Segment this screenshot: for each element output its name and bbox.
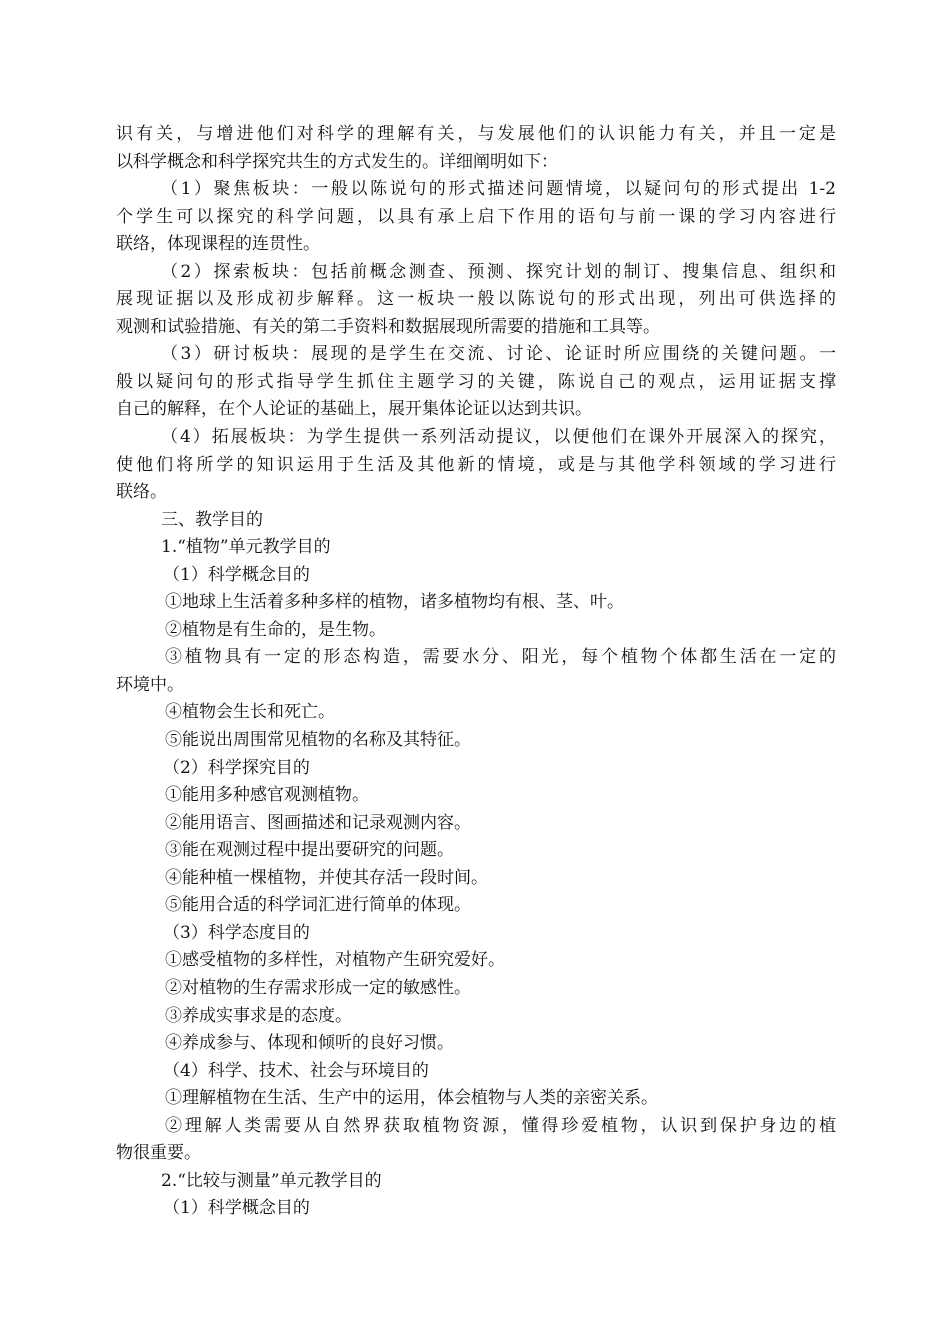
text-line: （1）科学概念目的 <box>163 564 310 585</box>
text-line: （3）科学态度目的 <box>163 922 310 943</box>
text-line: 三、教学目的 <box>161 509 263 530</box>
text-line: ⑤能用合适的科学词汇进行简单的体现。 <box>165 895 471 916</box>
text-line: 2.“比较与测量”单元教学目的 <box>161 1170 382 1191</box>
text-line: ④养成参与、体现和倾听的良好习惯。 <box>165 1033 454 1054</box>
text-line: ③植物具有一定的形态构造，需要水分、阳光，每个植物个体都生活在一定的 <box>165 647 836 668</box>
text-line: 展现证据以及形成初步解释。这一板块一般以陈说句的形式出现，列出可供选择的 <box>116 289 836 310</box>
text-line: （2）科学探究目的 <box>163 757 310 778</box>
text-line: 使他们将所学的知识运用于生活及其他新的情境，或是与其他学科领域的学习进行 <box>116 454 836 475</box>
text-line: 物很重要。 <box>116 1143 201 1164</box>
text-line: （4）拓展板块：为学生提供一系列活动提议，以便他们在课外开展深入的探究， <box>161 427 836 448</box>
text-line: 观测和试验措施、有关的第二手资料和数据展现所需要的措施和工具等。 <box>116 316 660 337</box>
text-line: （1）科学概念目的 <box>163 1198 310 1219</box>
text-line: ④能种植一棵植物，并使其存活一段时间。 <box>165 867 488 888</box>
text-line: ④植物会生长和死亡。 <box>165 702 335 723</box>
text-line: 1.“植物”单元教学目的 <box>161 537 331 558</box>
text-line: 识有关，与增进他们对科学的理解有关，与发展他们的认识能力有关，并且一定是 <box>116 124 836 144</box>
text-line: ②理解人类需要从自然界获取植物资源，懂得珍爱植物，认识到保护身边的植 <box>165 1115 836 1136</box>
text-line: ①理解植物在生活、生产中的运用，体会植物与人类的亲密关系。 <box>165 1088 658 1109</box>
text-line: 联络，体现课程的连贯性。 <box>116 234 320 255</box>
text-line: 联络。 <box>116 482 167 503</box>
text-line: ②对植物的生存需求形成一定的敏感性。 <box>165 977 471 998</box>
text-line: ③养成实事求是的态度。 <box>165 1005 352 1026</box>
text-line: 自己的解释，在个人论证的基础上，展开集体论证以达到共识。 <box>116 399 592 420</box>
text-line: （2）探索板块：包括前概念测查、预测、探究计划的制订、搜集信息、组织和 <box>161 261 836 282</box>
text-line: 个学生可以探究的科学问题，以具有承上启下作用的语句与前一课的学习内容进行 <box>116 206 836 227</box>
text-line: ①地球上生活着多种多样的植物，诸多植物均有根、茎、叶。 <box>165 592 624 613</box>
text-line: ⑤能说出周围常见植物的名称及其特征。 <box>165 730 471 751</box>
text-line: ①能用多种感官观测植物。 <box>165 785 369 806</box>
text-line: （3）研讨板块：展现的是学生在交流、讨论、论证时所应围绕的关键问题。一 <box>161 344 836 365</box>
text-line: （1）聚焦板块：一般以陈说句的形式描述问题情境，以疑问句的形式提出 1-2 <box>161 179 836 200</box>
text-line: （4）科学、技术、社会与环境目的 <box>163 1060 429 1081</box>
text-line: 以科学概念和科学探究共生的方式发生的。详细阐明如下： <box>116 151 558 172</box>
text-line: 环境中。 <box>116 674 184 695</box>
text-line: ①感受植物的多样性，对植物产生研究爱好。 <box>165 950 505 971</box>
text-line: 般以疑问句的形式指导学生抓住主题学习的关键，陈说自己的观点，运用证据支撑 <box>116 371 836 392</box>
document-body <box>116 121 836 1223</box>
text-line: ②能用语言、图画描述和记录观测内容。 <box>165 812 471 833</box>
text-line: ②植物是有生命的，是生物。 <box>165 619 386 640</box>
text-line: ③能在观测过程中提出要研究的问题。 <box>165 840 454 861</box>
